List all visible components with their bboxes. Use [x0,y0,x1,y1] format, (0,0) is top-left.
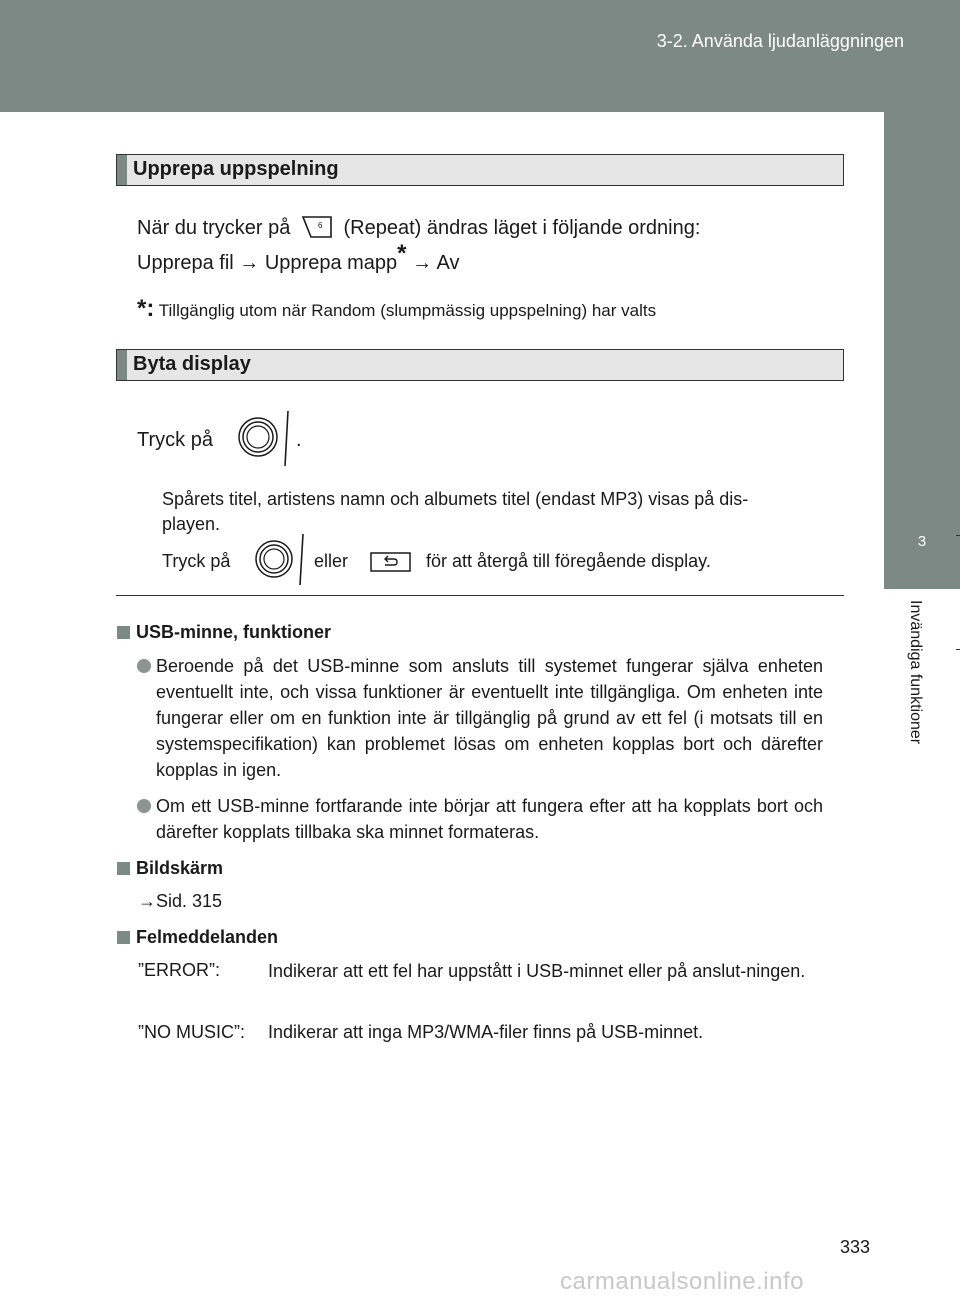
heading-accent-bar [117,155,127,185]
footnote-text: Tillgänglig utom när Random (slumpmässig uppspelning) har valts [158,301,657,320]
or-label: eller [314,551,349,571]
section-heading-display [116,349,844,381]
period: . [296,429,302,451]
circle-bullet-icon [137,659,151,673]
watermark: carmanualsonline.info [560,1268,804,1295]
arrow-icon: → [412,252,433,274]
note-heading-text: Felmeddelanden [136,927,279,947]
repeat-instruction-line1 [137,214,700,240]
note-heading-usb [117,622,331,643]
tab-tick [956,535,960,536]
error-code: ”NO MUSIC”: [138,1022,245,1042]
back-press-label: Tryck på [162,551,231,571]
heading-accent-bar [117,350,127,380]
chapter-number: 3 [917,533,927,550]
note-heading-text: Bildskärm [136,858,224,878]
usb-note-paragraph-2: Om ett USB-minne fortfarande inte börjar att fungera efter att ha kopplats bort och därefter kopplats tillbaka ska minnet formateras. [156,796,823,842]
text-segment: Upprepa mapp [264,252,398,274]
note-heading-text: USB-minne, funktioner [136,622,332,642]
back-button-icon [367,550,413,574]
square-bullet-icon [117,931,130,944]
repeat-button-mark: 6 [317,221,323,230]
error-description: Indikerar att inga MP3/WMA-filer finns på USB-minnet. [268,1022,704,1042]
tune-knob-icon [236,408,296,470]
page-number: 333 [840,1237,871,1257]
note-heading-errors [117,927,278,948]
chapter-tab[interactable] [884,471,960,589]
square-bullet-icon [117,862,130,875]
footnote [137,295,656,323]
page-reference-link[interactable]: →Sid. 315 [138,891,223,911]
display-info-line2: playen. [162,514,221,534]
error-description: Indikerar att ett fel har uppstått i USB-minnet eller på anslut-ningen. [268,961,806,981]
text-segment: Upprepa fil [137,252,234,274]
note-heading-display [117,858,223,879]
asterisk-marker: * [397,240,407,267]
section-divider [116,595,844,596]
repeat-order-line [137,240,460,275]
text-segment: (Repeat) ändras läget i följande ordning: [343,217,701,239]
page-header-bar [0,0,960,112]
chapter-tab-label: Invändiga funktioner [907,600,924,745]
press-label: Tryck på [137,429,213,451]
display-info-line1: Spårets titel, artistens namn och albumets titel (endast MP3) visas på dis- [162,489,749,509]
back-after-text: för att återgå till föregående display. [426,551,711,571]
section-heading-repeat [116,154,844,186]
section-heading-text: Byta display [133,353,251,375]
tune-knob-icon [252,531,312,587]
chapter-title: 3-2. Använda ljudanläggningen [656,31,904,51]
text-segment: Av [436,252,460,274]
footnote-marker: *: [137,295,155,322]
text-segment: När du trycker på [137,217,291,239]
section-heading-text: Upprepa uppspelning [133,158,339,180]
side-tab-top [884,112,960,471]
usb-note-paragraph-1: Beroende på det USB-minne som ansluts till systemet fungerar själva enheten eventuellt inte, och vissa funktioner är eventuellt inte tillgängliga. Om enheten inte fungerar eller om en funktion inte är tillgänglig på grund av ett fel (i motsats till en systemspecifikation) kan problemet lösas om enheten kopplas bort och därefter kopplas in igen. [156,656,823,780]
error-code: ”ERROR”: [138,960,220,980]
tab-tick [956,649,960,650]
square-bullet-icon [117,626,130,639]
repeat-button-icon [300,214,334,240]
arrow-icon: → [239,252,260,274]
circle-bullet-icon [137,799,151,813]
